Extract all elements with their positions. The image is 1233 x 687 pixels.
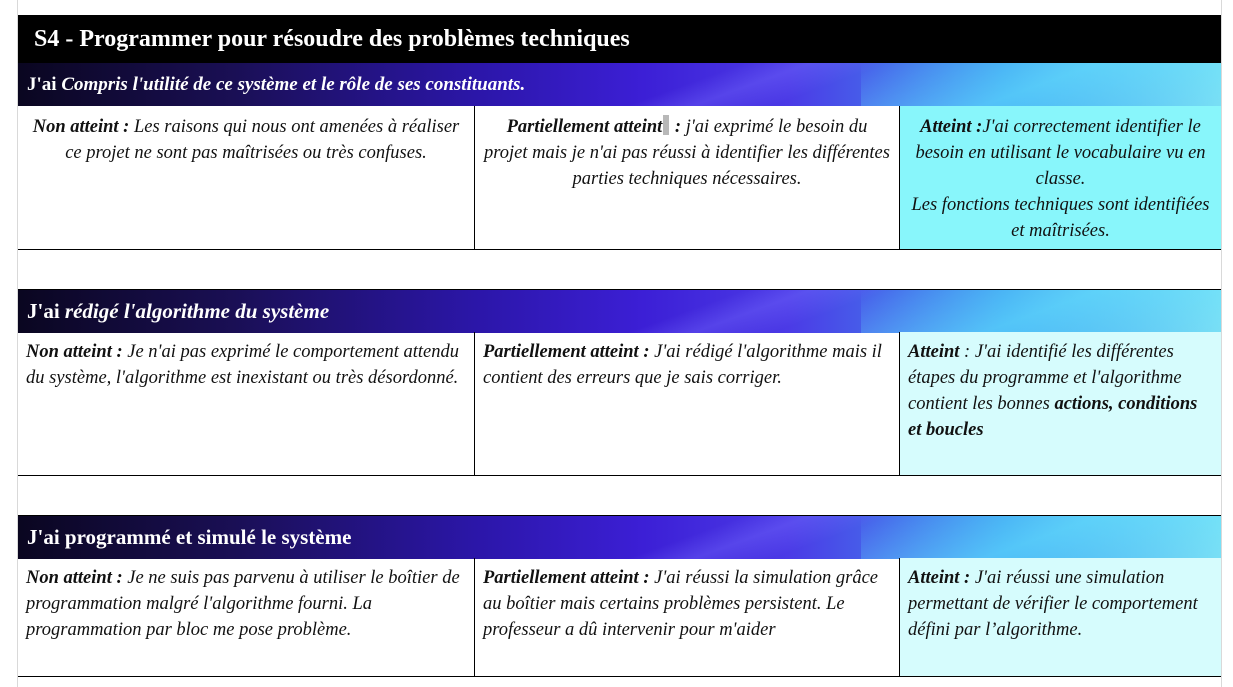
cell-label: Atteint bbox=[908, 342, 960, 362]
page-title: S4 - Programmer pour résoudre des problèmes techniques bbox=[18, 15, 1221, 63]
cell-text: : J'ai identifié les différentes étapes du programme et l'algorithme contient les bonnes bbox=[908, 342, 1182, 414]
section-header-programmation bbox=[18, 516, 1221, 559]
section-header-text: J'ai programmé et simulé le système bbox=[27, 525, 352, 549]
criteria-row bbox=[18, 558, 1221, 677]
text-cursor-highlight bbox=[663, 115, 669, 135]
section-header-algorithme bbox=[18, 290, 1221, 333]
cell-text-2: Les fonctions techniques sont identifiées et maîtrisées. bbox=[911, 195, 1210, 241]
cell-non-atteint bbox=[18, 558, 475, 676]
cell-label: Non atteint : bbox=[32, 117, 130, 137]
cell-text: Je ne suis pas parvenu à utiliser le boîtier de programmation malgré l'algorithme fourni. La programmation par bloc me pose problème. bbox=[26, 568, 460, 640]
cell-text: J'ai correctement identifier le besoin en utilisant le vocabulaire vu en classe. bbox=[915, 117, 1206, 189]
page-edge-right bbox=[1221, 0, 1222, 687]
section-header-prefix: J'ai bbox=[27, 299, 65, 323]
cell-label-end: : bbox=[670, 117, 682, 137]
cell-non-atteint bbox=[18, 106, 475, 249]
cell-label: Partiellement atteint : bbox=[483, 342, 650, 362]
cell-label: Partiellement atteint bbox=[506, 117, 663, 137]
cell-label: Non atteint : bbox=[26, 342, 123, 362]
cell-text: J'ai réussi une simulation permettant de vérifier le comportement défini par l’algorithme. bbox=[908, 568, 1198, 640]
criteria-row bbox=[18, 106, 1221, 250]
cell-text: J'ai réussi la simulation grâce au boîtier mais certains problèmes persistent. Le professeur a dû intervenir pour m'aider bbox=[483, 568, 878, 640]
cell-label: Atteint : bbox=[920, 117, 983, 137]
cell-partiellement-atteint bbox=[475, 558, 900, 676]
cell-atteint bbox=[900, 558, 1221, 676]
cell-label: Non atteint : bbox=[26, 568, 123, 588]
cell-text: Je n'ai pas exprimé le comportement attendu du système, l'algorithme est inexistant ou très désordonné. bbox=[26, 342, 459, 388]
cell-text-bold: actions, conditions et boucles bbox=[908, 394, 1198, 440]
section-header-prefix: J'ai bbox=[27, 74, 62, 95]
cell-text: J'ai rédigé l'algorithme mais il contient des erreurs que je sais corriger. bbox=[483, 342, 882, 388]
cell-label: Partiellement atteint : bbox=[483, 568, 650, 588]
cell-partiellement-atteint bbox=[475, 106, 900, 249]
cell-partiellement-atteint bbox=[475, 332, 900, 475]
section-header-comprehension bbox=[18, 63, 1221, 106]
cell-text: j'ai exprimé le besoin du projet mais je n'ai pas réussi à identifier les différentes parties techniques nécessaires. bbox=[484, 117, 890, 189]
section-header-text: Compris l'utilité de ce système et le rôle de ses constituants. bbox=[61, 74, 526, 95]
section-header-text: rédigé l'algorithme du système bbox=[64, 299, 330, 323]
cell-text: Les raisons qui nous ont amenées à réaliser ce projet ne sont pas maîtrisées ou très confuses. bbox=[65, 117, 460, 163]
cell-atteint bbox=[900, 332, 1221, 475]
criteria-row bbox=[18, 332, 1221, 476]
cell-atteint bbox=[900, 106, 1221, 249]
cell-label: Atteint : bbox=[908, 568, 971, 588]
cell-non-atteint bbox=[18, 332, 475, 475]
